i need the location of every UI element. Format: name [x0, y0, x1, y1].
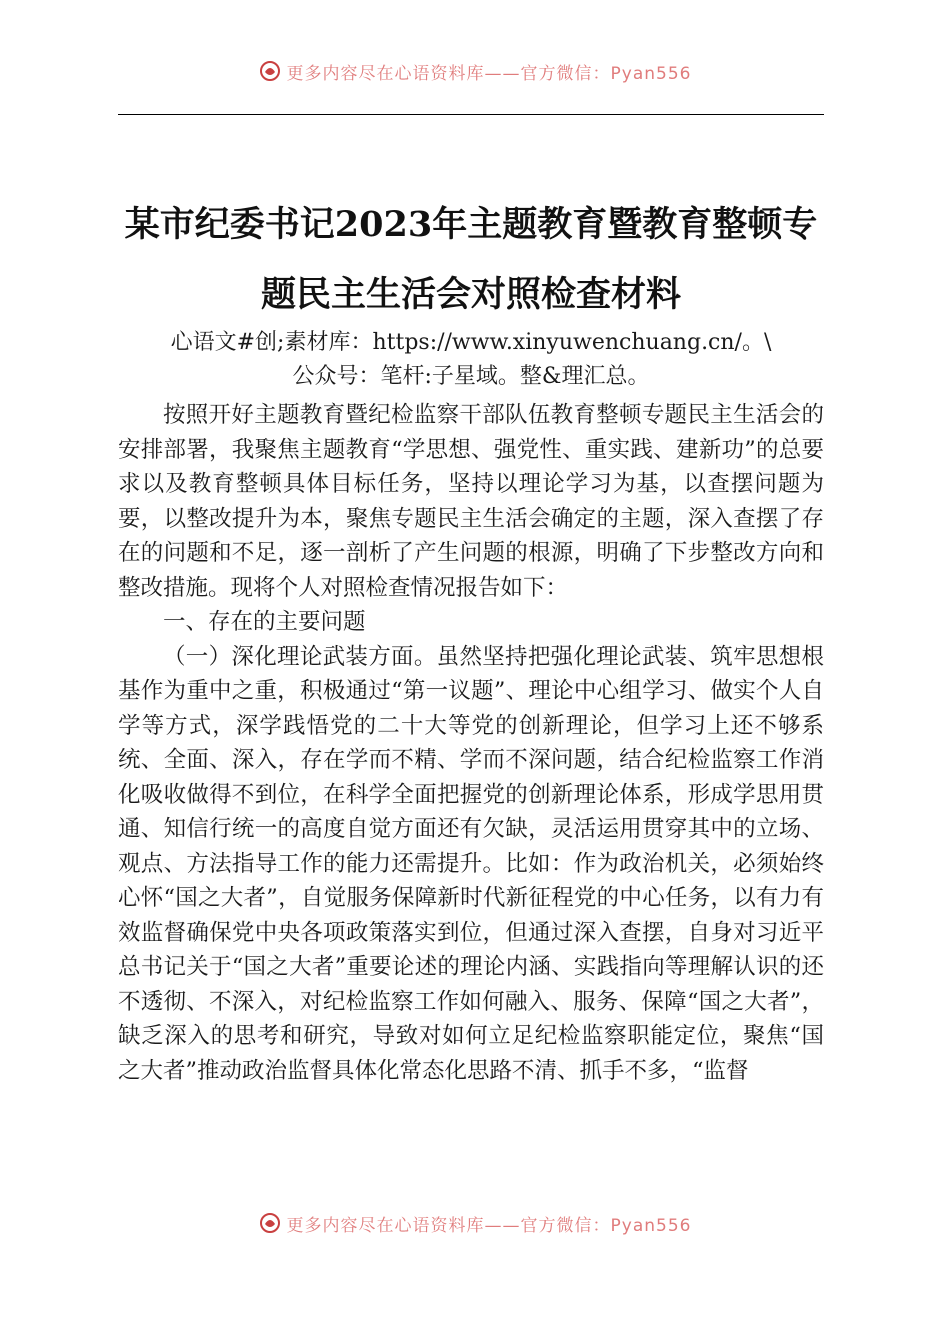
title-line-2: 题民主生活会对照检查材料	[260, 274, 681, 315]
item-paragraph	[118, 640, 824, 1089]
document-title	[118, 190, 824, 330]
footer-banner	[0, 1208, 950, 1238]
source-line-1: 心语文#创;素材库：https://www.xinyuwenchuang.cn/。\	[170, 330, 772, 355]
intro-paragraph: 按照开好主题教育暨纪检监察干部队伍教育整顿专题民主生活会的安排部署，我聚焦主题教育“学思想、强党性、重实践、建新功”的总要求以及教育整顿具体目标任务，坚持以理论学习为基，以查摆问题为要，以整改提升为本，聚焦专题民主生活会确定的主题，深入查摆了存在的问题和不足，逐一剖析了产生问题的根源，明确了下步整改方向和整改措施。现将个人对照检查情况报告如下：	[118, 402, 824, 601]
source-note	[118, 326, 824, 394]
section-heading: 一、存在的主要问题	[163, 609, 366, 635]
item-lead: （一）深化理论武装方面。	[163, 643, 437, 670]
header-rule	[118, 114, 824, 115]
header-banner	[0, 56, 950, 86]
footer-banner-text: 更多内容尽在心语资料库——官方微信：Pyan556	[286, 1215, 692, 1236]
source-line-2: 公众号：笔杆:子星域。整&理汇总。	[292, 364, 650, 389]
item-body: 虽然坚持把强化理论武装、筑牢思想根基作为重中之重，积极通过“第一议题”、理论中心组学习、做实个人自学等方式，深学践悟党的二十大等党的创新理论，但学习上还不够系统、全面、深入，存在学而不精、学而不深问题，结合纪检监察工作消化吸收做得不到位，在科学全面把握党的创新理论体系，形成学思用贯通、知信行统一的高度自觉方面还有欠缺，灵活运用贯穿其中的立场、观点、方法指导工作的能力还需提升。比如：作为政治机关，必须始终心怀“国之大者”，自觉服务保障新时代新征程党的中心任务，以有力有效监督确保党中央各项政策落实到位，但通过深入查摆，自身对习近平总书记关于“国之大者”重要论述的理论内涵、实践指向等理解认识的还不透彻、不深入，对纪检监察工作如何融入、服务、保障“国之大者”，缺乏深入的思考和研究，导致对如何立足纪检监察职能定位，聚焦“国之大者”推动政治监督具体化常态化思路不清、抓手不多，“监督	[118, 643, 824, 1084]
logo-icon	[259, 1212, 281, 1234]
title-line-1: 某市纪委书记2023年主题教育暨教育整顿专	[124, 204, 818, 245]
header-banner-text: 更多内容尽在心语资料库——官方微信：Pyan556	[286, 63, 692, 84]
document-body	[118, 398, 824, 1088]
logo-icon	[259, 60, 281, 82]
